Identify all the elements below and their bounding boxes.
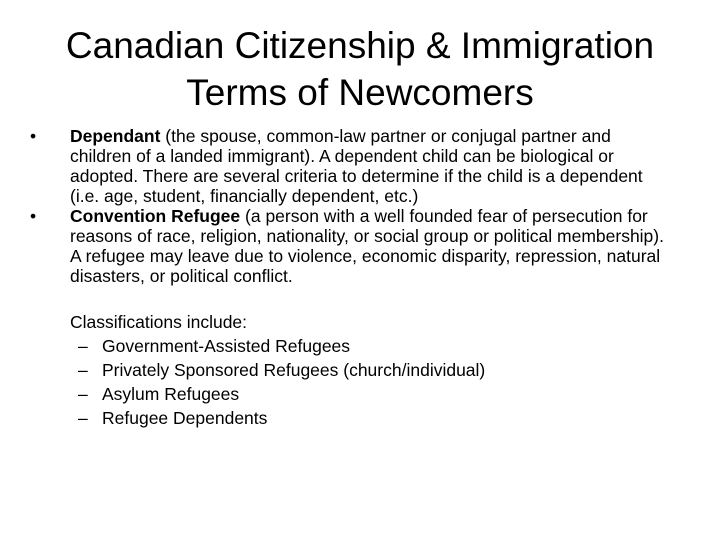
- term-convention-refugee: Convention Refugee: [70, 206, 241, 226]
- list-item: [70, 406, 670, 430]
- classification-label: Asylum Refugees: [102, 384, 240, 404]
- list-item: [70, 358, 670, 382]
- slide-body: [0, 126, 720, 430]
- classifications-intro: Classifications include:: [70, 312, 248, 332]
- title-line-2: Terms of Newcomers: [186, 72, 534, 113]
- list-item: [70, 382, 670, 406]
- list-item: [70, 334, 670, 358]
- classification-label: Government-Assisted Refugees: [102, 336, 351, 356]
- dash-icon: –: [78, 360, 88, 380]
- classification-label: Privately Sponsored Refugees (church/individual): [102, 360, 486, 380]
- classification-label: Refugee Dependents: [102, 408, 268, 428]
- title-line-1: Canadian Citizenship & Immigration: [65, 25, 655, 66]
- bullet-dependant: [0, 126, 670, 206]
- bullet-dot-icon: •: [30, 206, 37, 226]
- dash-icon: –: [78, 384, 88, 404]
- bullet-convention-refugee: [0, 206, 670, 430]
- dash-icon: –: [78, 408, 88, 428]
- bullet-text: [70, 126, 670, 206]
- spacer: [70, 286, 670, 310]
- refugee-reasons: A refugee may leave due to violence, economic disparity, repression, natural disasters, or political conflict.: [70, 246, 661, 286]
- bullet-text: [70, 206, 670, 246]
- slide-title: [20, 22, 700, 116]
- dash-icon: –: [78, 336, 88, 356]
- bullet-dot-icon: •: [30, 126, 37, 146]
- definition-convention-refugee: (a person with a well founded fear of persecution for reasons of race, religion, nationality, or social group or political membership).: [70, 206, 664, 246]
- definition-dependant: (the spouse, common-law partner or conjugal partner and children of a landed immigrant). A dependent child can be biological or adopted. There are several criteria to determine if the child is a dependent (i.e. age, student, financially dependent, etc.): [70, 126, 643, 206]
- classifications-list: [70, 334, 670, 430]
- term-dependant: Dependant: [70, 126, 161, 146]
